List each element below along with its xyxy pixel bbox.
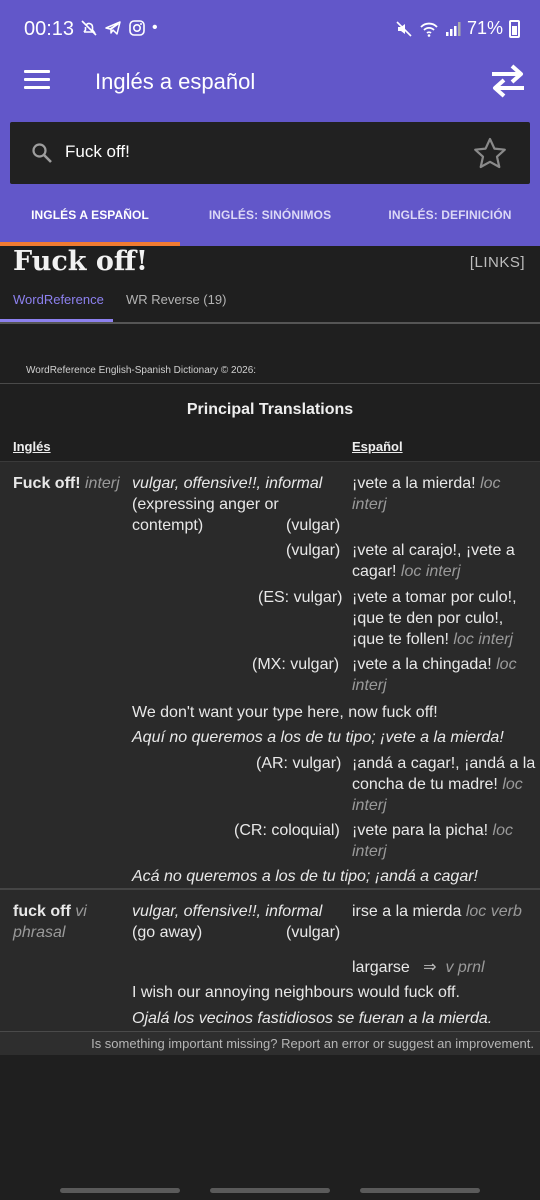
nav-handle-center[interactable] (210, 1188, 330, 1193)
column-header-english: Inglés (13, 439, 51, 454)
translation (352, 774, 523, 795)
usage-note: vulgar, offensive!!, informal (132, 903, 323, 920)
headword-title: Fuck off! (13, 246, 148, 277)
nav-handle-right (360, 1188, 480, 1193)
search-input[interactable]: Fuck off! (65, 142, 130, 161)
report-bar (0, 1031, 540, 1055)
app-bar (0, 44, 540, 122)
translation-text: ¡que te follen! (352, 631, 449, 648)
search-box[interactable] (10, 122, 530, 184)
translation-pos: v prnl (445, 959, 485, 976)
conjugation-arrow-icon[interactable]: ⇒ (423, 959, 437, 976)
telegram-icon (104, 19, 122, 37)
sense-note: (go away) (132, 924, 203, 941)
term-text: Fuck off! (13, 475, 81, 492)
translation-pos: loc (496, 656, 517, 673)
usage-note: vulgar, offensive!!, informal (132, 475, 323, 492)
subtab-wordreference[interactable]: WordReference (13, 292, 104, 307)
status-dot: • (152, 19, 158, 36)
translation (352, 473, 501, 494)
sense-note: (expressing anger or (132, 496, 279, 513)
battery-icon (509, 20, 520, 38)
translation-text: ¡vete a la mierda! (352, 475, 476, 492)
mute-icon (395, 20, 413, 38)
translation-pos: loc interj (453, 631, 513, 648)
battery-percent: 71% (466, 18, 503, 38)
sense-note: contempt) (132, 517, 204, 534)
translation-pos: loc (502, 776, 523, 793)
translation-group-2 (0, 888, 540, 1033)
translation-group-1 (0, 461, 540, 888)
register-label: (vulgar) (286, 542, 341, 559)
example-spanish: Acá no queremos a los de tu tipo; ¡andá a cagar! (132, 868, 478, 885)
register-label: (CR: coloquial) (234, 822, 340, 839)
term-pos: vi (75, 903, 87, 920)
source-term (13, 901, 87, 922)
column-header-spanish: Español (352, 439, 403, 454)
register-label: (ES: vulgar) (258, 589, 343, 606)
translation-pos: interj (352, 797, 387, 814)
register-label: (vulgar) (286, 517, 341, 534)
app-title: Inglés a español (95, 69, 256, 94)
translation-text: ¡vete para la picha! (352, 822, 489, 839)
tab-ingles-definicion[interactable]: INGLÉS: DEFINICIÓN (388, 208, 512, 222)
divider (0, 383, 540, 384)
translation (352, 901, 522, 922)
signal-icon (445, 20, 461, 38)
swap-languages-icon[interactable] (486, 60, 530, 100)
translation-pos: interj (352, 496, 387, 513)
register-label: (vulgar) (286, 924, 341, 941)
translation-pos: loc interj (400, 563, 461, 580)
translation-text: ¡vete a la chingada! (352, 656, 492, 673)
register-label: (AR: vulgar) (256, 755, 342, 772)
translation-text: ¡vete a tomar por culo!, (352, 589, 517, 606)
report-error-link[interactable]: Is something important missing? Report an error or suggest an improvement. (91, 1036, 534, 1051)
translation-text: ¡que te den por culo!, (352, 610, 504, 627)
translation-pos: loc (492, 822, 513, 839)
subtab-wr-reverse[interactable]: WR Reverse (19) (126, 292, 227, 307)
favorite-star-icon[interactable] (472, 136, 508, 172)
translation-pos: interj (352, 843, 387, 860)
notifications-off-icon (80, 19, 98, 37)
status-time: 00:13 (24, 18, 75, 40)
translation (352, 561, 461, 582)
translation-text: ¡vete al carajo!, ¡vete a (352, 542, 515, 559)
status-left-icons (80, 19, 158, 37)
term-pos: phrasal (13, 924, 66, 941)
translation-text: irse a la mierda (352, 903, 462, 920)
translation-text: ¡andá a cagar!, ¡andá a la (352, 755, 536, 772)
links-button[interactable]: [LINKS] (469, 254, 525, 271)
menu-icon[interactable] (24, 70, 50, 90)
nav-handle-left (60, 1188, 180, 1193)
source-term (13, 473, 120, 494)
example-spanish: Aquí no queremos a los de tu tipo; ¡vete a la mierda! (132, 729, 504, 746)
translation-text: largarse (352, 959, 410, 976)
tab-ingles-sinonimos[interactable]: INGLÉS: SINÓNIMOS (208, 208, 332, 222)
status-right-icons (395, 18, 520, 39)
translation (352, 957, 485, 978)
translation-pos: loc verb (465, 903, 522, 920)
example-english: I wish our annoying neighbours would fuck off. (132, 984, 460, 1001)
example-spanish: Ojalá los vecinos fastidiosos se fueran a la mierda. (132, 1010, 493, 1027)
translation-pos: interj (352, 677, 387, 694)
language-tabs (0, 184, 540, 246)
instagram-icon (128, 19, 146, 37)
translation (352, 820, 513, 841)
term-pos: interj (85, 475, 120, 492)
search-icon (30, 141, 54, 165)
subtab-indicator (0, 319, 113, 322)
tab-ingles-espanol[interactable]: INGLÉS A ESPAÑOL (0, 184, 180, 246)
translation (352, 629, 513, 650)
translation (352, 654, 517, 675)
translation-text: concha de tu madre! (352, 776, 498, 793)
register-label: (MX: vulgar) (252, 656, 340, 673)
wifi-icon (419, 20, 439, 38)
status-bar (0, 0, 540, 44)
example-english: We don't want your type here, now fuck off! (132, 704, 438, 721)
translation-text: cagar! (352, 563, 397, 580)
section-title: Principal Translations (186, 401, 354, 418)
translation-pos: loc (480, 475, 501, 492)
dictionary-source: WordReference English-Spanish Dictionary © 2026: (26, 365, 257, 376)
term-text: fuck off (13, 903, 71, 920)
